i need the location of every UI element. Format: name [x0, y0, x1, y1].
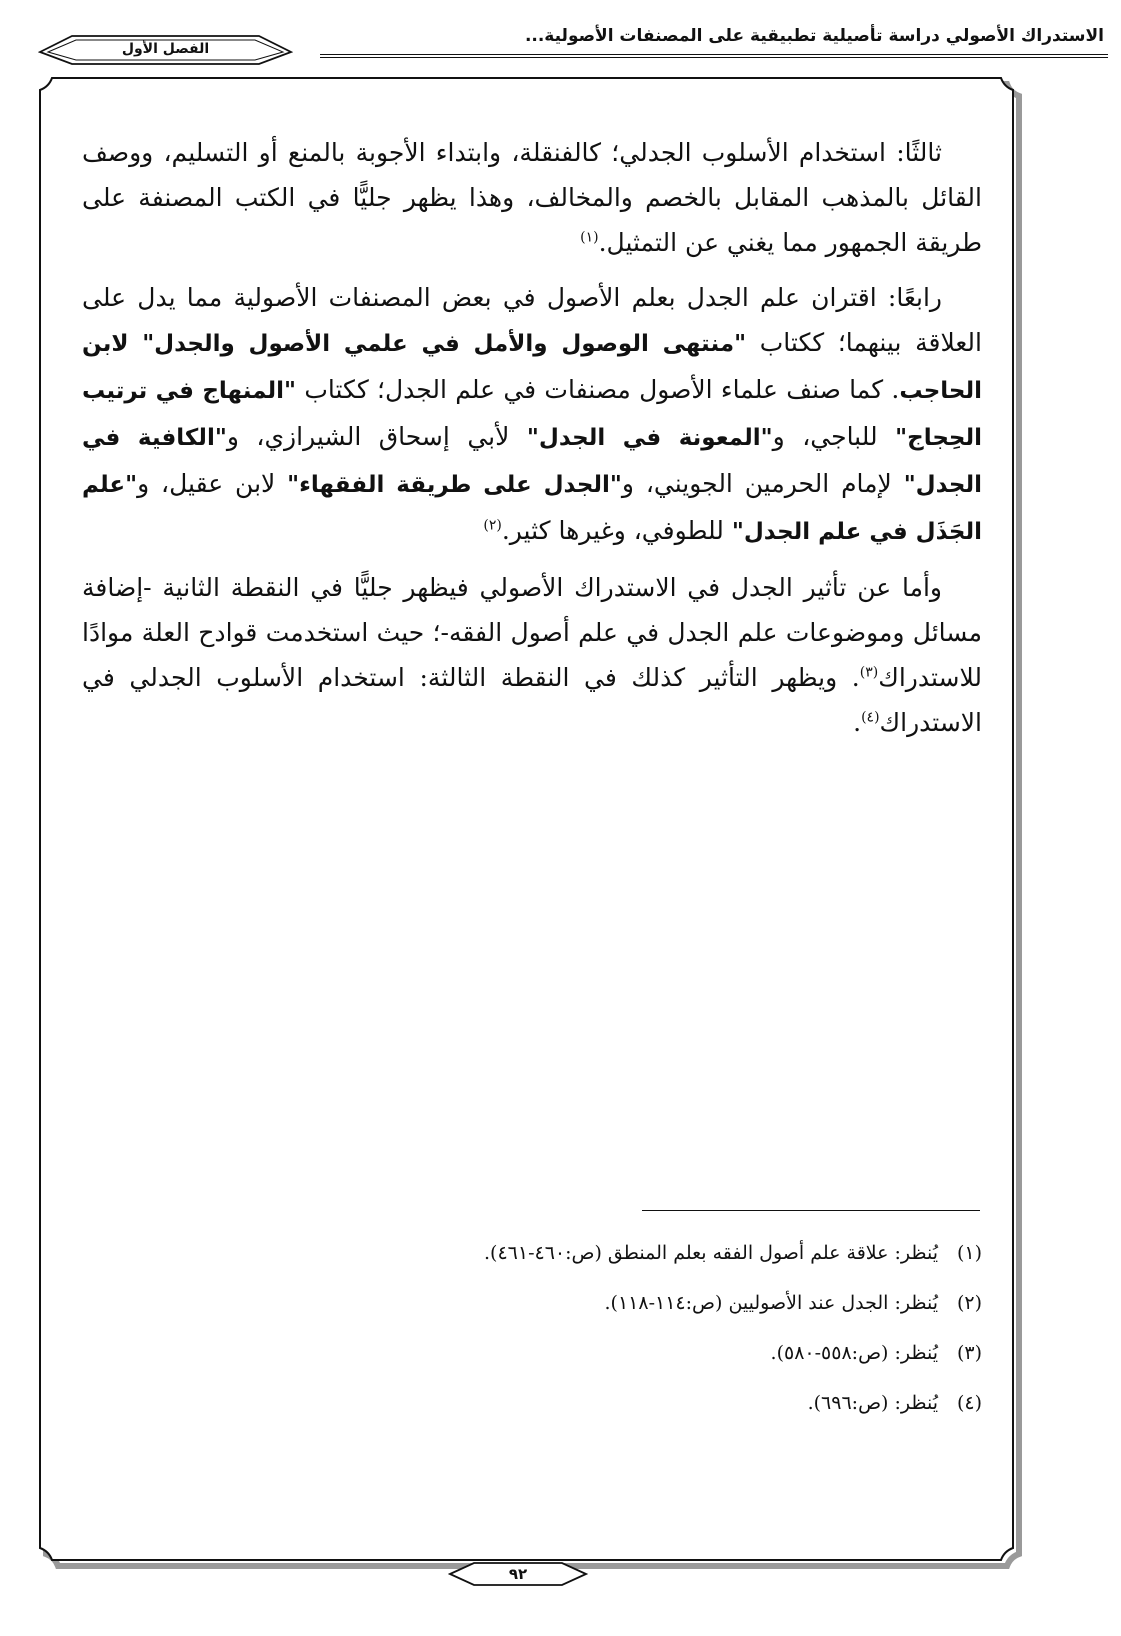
book-title-muntaha: "منتهى الوصول والأمل في علمي الأصول والجدل" لابن الحاجب — [82, 331, 982, 404]
footnote-text: يُنظر: (ص:٦٩٦). — [807, 1392, 938, 1414]
paragraph-2-text-5: لإمام الحرمين الجويني، و — [621, 469, 904, 498]
paragraph-2-text-1: رابعًا: اقتران علم الجدل بعلم الأصول في بعض المصنفات الأصولية مما يدل على العلاقة بينهما؛ ككتاب — [82, 283, 982, 357]
footnote-ref-2: (٢) — [483, 517, 502, 534]
book-title-kafiya: "الكافية في الجدل" — [82, 425, 983, 498]
paragraph-2 — [82, 275, 982, 555]
footnote-number: (١) — [956, 1242, 982, 1264]
header-rule — [320, 54, 1108, 58]
paragraph-2-text-7: للطوفي، وغيرها كثير. — [501, 516, 732, 545]
paragraph-2-text-3: للباجي، و — [772, 422, 896, 451]
footnote-text: يُنظر: الجدل عند الأصوليين (ص:١١٤-١١٨). — [604, 1292, 938, 1314]
footnote-2 — [82, 1288, 982, 1338]
footnote-number: (٢) — [956, 1292, 982, 1314]
footnote-ref-4: (٤) — [861, 709, 880, 726]
paragraph-3-text-3: . — [853, 708, 862, 737]
footnote-separator — [642, 1210, 980, 1211]
book-title-jadal-fuqaha: "الجدل على طريقة الفقهاء" — [287, 472, 622, 498]
running-title: الاستدراك الأصولي دراسة تأصيلية تطبيقية على المصنفات الأصولية... — [524, 26, 1104, 46]
paragraph-2-text-6: لابن عقيل، و — [137, 469, 288, 498]
book-title-minhaj: "المنهاج في ترتيب الحِجاج" — [82, 378, 983, 451]
footnote-number: (٤) — [956, 1392, 982, 1414]
paragraph-3-text-2: . ويظهر التأثير كذلك في النقطة الثالثة: استخدام الأسلوب الجدلي في الاستدراك — [82, 663, 982, 737]
paragraph-1 — [82, 130, 982, 265]
page-header — [30, 14, 1110, 64]
footnote-ref-3: (٣) — [859, 664, 879, 681]
chapter-label: الفصل الأول — [121, 41, 210, 57]
page-number-badge — [448, 1560, 588, 1588]
paragraph-2-text-4: لأبي إسحاق الشيرازي، و — [226, 422, 527, 451]
main-text — [82, 130, 982, 755]
book-title-ilm-jadhal: "علم الجَذَل في علم الجدل" — [82, 472, 982, 545]
footnote-text: يُنظر: (ص:٥٥٨-٥٨٠). — [770, 1342, 938, 1364]
page-number: ٩٢ — [508, 1565, 528, 1583]
footnote-1 — [82, 1238, 982, 1288]
footnote-ref-1: (١) — [580, 229, 599, 246]
footnote-number: (٣) — [956, 1342, 982, 1364]
chapter-tag — [38, 30, 293, 66]
paragraph-1-text: ثالثًا: استخدام الأسلوب الجدلي؛ كالفنقلة، وابتداء الأجوبة بالمنع أو التسليم، ووصف القائل بالمذهب المقابل بالخصم والمخالف، وهذا يظهر جليًّا في الكتب المصنفة على طريقة الجمهور مما يغني عن التمثيل. — [82, 138, 982, 257]
paragraph-3-text-1: وأما عن تأثير الجدل في الاستدراك الأصولي فيظهر جليًّا في النقطة الثانية -إضافة مسائل وموضوعات علم الجدل في علم أصول الفقه-؛ حيث استخدمت قوادح العلة موادًا للاستدراك — [82, 573, 982, 692]
footnote-3 — [82, 1338, 982, 1388]
footnotes — [82, 1238, 982, 1438]
paragraph-2-text-2: . كما صنف علماء الأصول مصنفات في علم الجدل؛ ككتاب — [296, 375, 900, 404]
footnote-text: يُنظر: علاقة علم أصول الفقه بعلم المنطق (ص:٤٦٠-٤٦١). — [483, 1242, 938, 1264]
paragraph-3 — [82, 565, 982, 745]
footnote-4 — [82, 1388, 982, 1438]
book-title-mauna: "المعونة في الجدل" — [526, 425, 773, 451]
